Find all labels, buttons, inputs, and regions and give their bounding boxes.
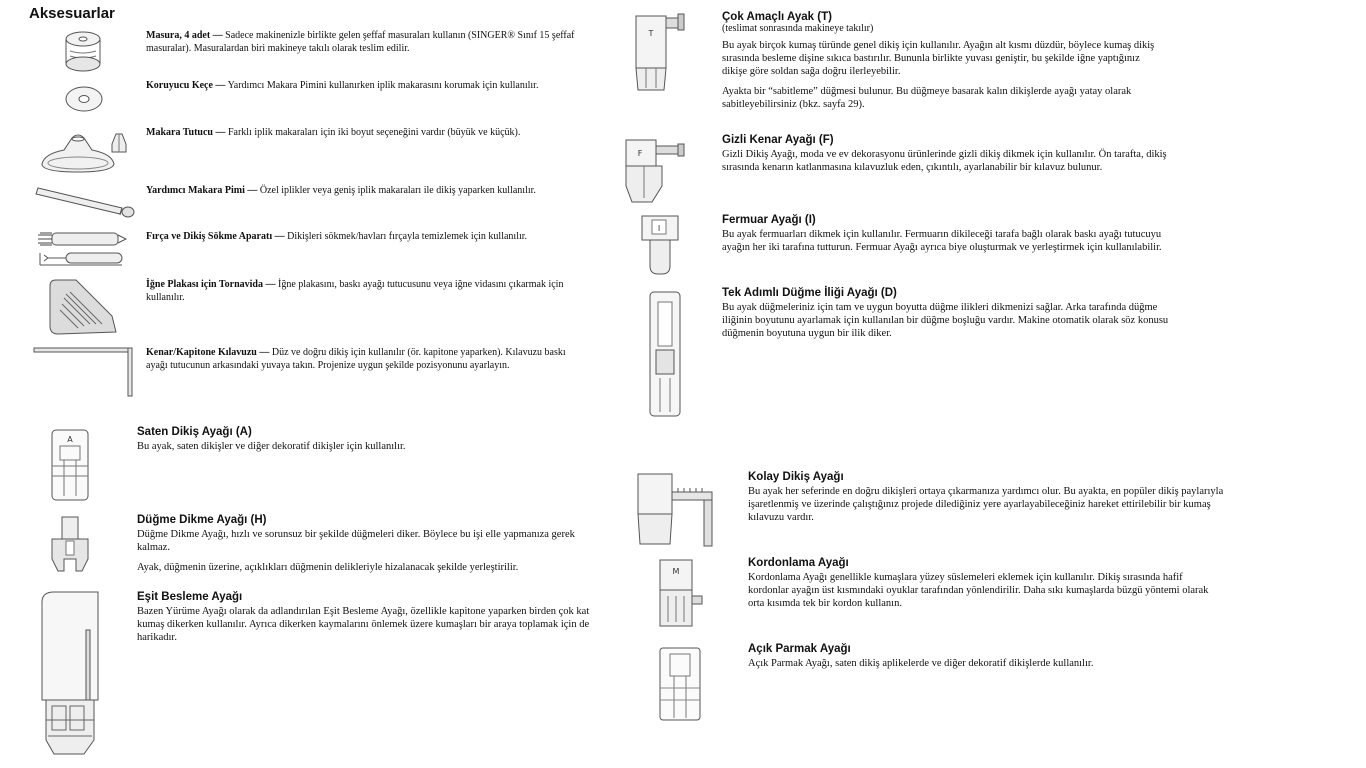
accessory-brush [146, 231, 586, 244]
svg-text:T: T [648, 29, 654, 38]
foot-desc: Ayakta bir “sabitleme” düğmesi bulunur. Bu düğmeye basarak kalın dikişlerde ayağı yatay olarak sabitleyebilirsiniz (bkz. sayfa 29). [722, 86, 1132, 110]
foot-title: Tek Adımlı Düğme İliği Ayağı (D) [722, 287, 897, 299]
accessory-name: Fırça ve Dikiş Sökme Aparatı — [146, 231, 285, 242]
accessory-edge-guide [146, 347, 576, 372]
foot-desc: Bazen Yürüme Ayağı olarak da adlandırılan Eşit Besleme Ayağı, özellikle kapitone yaparken birden çok kat kumaş dikerken kullanılır. Ayrıca dikerken kaymalarını önlemek üzere kumaşları bir araya toplamak için de harikadır. [137, 606, 590, 643]
foot-desc: Bu ayak her seferinde en doğru dikişleri ortaya çıkarmanıza yardımcı olur. Bu ayakta, en popüler dikiş paylarıyla işaretlenmiş ve üzerinde çalıştığınız projede dilediğiniz yere ayarlayabileceğiniz hareket ettirilebilir bir kumaş kılavuzu vardır. [748, 486, 1224, 523]
svg-text:F: F [637, 149, 643, 158]
felt-pad-icon [64, 84, 104, 114]
foot-desc: Ayak, düğmenin üzerine, açıklıkları düğmenin delikleriyle hizalanacak şekilde yerleştirilir. [137, 562, 519, 573]
blind-hem-foot-icon [622, 136, 688, 206]
accessory-name: Yardımcı Makara Pimi — [146, 185, 258, 196]
foot-buttonhole [722, 286, 1172, 340]
foot-button-sewing [137, 513, 607, 574]
spool-cap-icon [38, 130, 130, 175]
screwdriver-icon [46, 276, 122, 338]
foot-desc: Bu ayak düğmeleriniz için tam ve uygun boyutta düğme ilikleri dikmenizi sağlar. Arka tarafında düğme iliğinin boyutunu ayarlamak için kullanılan bir düğme boşluğu vardır. Makine otomatik olarak söz konusu düğmenin boyutuna uygun bir ilik diker. [722, 302, 1169, 339]
svg-text:A: A [67, 435, 73, 444]
button-sewing-foot-icon [46, 515, 94, 577]
foot-desc: Düğme Dikme Ayağı, hızlı ve sorunsuz bir şekilde düğmeleri diker. Böylece bu işi elle yapmanıza gerek kalmaz. [137, 529, 575, 553]
foot-title: Saten Dikiş Ayağı (A) [137, 426, 252, 438]
foot-desc: Açık Parmak Ayağı, saten dikiş aplikelerde ve diğer dekoratif dikişlerde kullanılır. [748, 658, 1094, 669]
foot-easy-sew [748, 470, 1238, 524]
svg-text:I: I [657, 224, 661, 233]
foot-title: Açık Parmak Ayağı [748, 643, 851, 655]
accessory-bobbins [146, 30, 586, 55]
page-title: Aksesuarlar [29, 5, 115, 22]
accessory-spool-cap [146, 127, 586, 140]
accessory-felt-pad [146, 80, 586, 93]
all-purpose-foot-icon [630, 12, 688, 94]
accessory-desc: Özel iplikler veya geniş iplik makaraları ile dikiş yaparken kullanılır. [257, 185, 536, 196]
foot-title: Fermuar Ayağı (I) [722, 214, 816, 226]
spool-pin-icon [36, 182, 136, 222]
foot-desc: Bu ayak birçok kumaş türünde genel dikiş için kullanılır. Ayağın alt kısmı düzdür, böylece kumaş dikiş sırasında besleme dişine sıkıca bastırılır. Bununla birlikte yuvası geniştir, bu şekilde iğne yaptığınız dikişe göre soldan sağa doğru ilerleyebilir. [722, 40, 1155, 77]
accessory-screwdriver [146, 279, 576, 304]
foot-title: Kolay Dikiş Ayağı [748, 471, 844, 483]
foot-subtitle: (teslimat sonrasında makineye takılır) [722, 23, 874, 34]
foot-even-feed [137, 590, 607, 644]
even-feed-foot-icon [38, 590, 102, 758]
accessory-desc: Farklı iplik makaraları için iki boyut seçeneğini vardır (büyük ve küçük). [225, 127, 521, 138]
svg-text:M: M [672, 567, 680, 576]
accessory-name: Makara Tutucu — [146, 127, 226, 138]
brush-seam-ripper-icon [36, 225, 132, 271]
foot-zipper [722, 213, 1167, 254]
accessory-name: Kenar/Kapitone Kılavuzu — [146, 347, 270, 358]
foot-desc: Gizli Dikiş Ayağı, moda ve ev dekorasyonu ürünlerinde gizli dikiş dikmek için kullanılır. Ön tarafta, dikiş sırasında kenarın katlanmasına kılavuzluk eden, çıkıntılı, ayarlanabilir bir kılavuz bulunur. [722, 149, 1167, 173]
cording-foot-icon [656, 556, 706, 632]
foot-title: Gizli Kenar Ayağı (F) [722, 134, 834, 146]
accessory-desc: İğne plakasını, baskı ayağı tutucusunu veya iğne vidasını çıkarmak için kullanılır. [146, 279, 564, 303]
edge-quilting-guide-icon [34, 346, 136, 398]
foot-title: Kordonlama Ayağı [748, 557, 849, 569]
foot-title: Çok Amaçlı Ayak (T) [722, 11, 832, 23]
accessory-desc: Düz ve doğru dikiş için kullanılır (ör. kapitone yaparken). Kılavuzu baskı ayağı tutucunun arkasındaki yuvaya takın. Projenize uygun şekilde pozisyonunu ayarlayın. [146, 347, 566, 371]
foot-all-purpose [722, 10, 1162, 111]
satin-foot-icon [46, 428, 94, 504]
accessory-spool-pin [146, 185, 586, 198]
open-toe-foot-icon [656, 644, 706, 724]
foot-desc: Kordonlama Ayağı genellikle kumaşlara yüzey süslemeleri eklemek için kullanılır. Dikiş sırasında hafif kordonlar ayağın üst kısmındaki oyuklar tarafından yönlendirilir. Daha sıkı kumaşlarda büzgü yöntemi olarak orta kısımda tek bir kordon kullanın. [748, 572, 1209, 609]
accessory-name: Masura, 4 adet — [146, 30, 223, 41]
foot-blind-hem [722, 133, 1167, 174]
foot-title: Eşit Besleme Ayağı [137, 591, 243, 603]
foot-title: Düğme Dikme Ayağı (H) [137, 514, 267, 526]
accessory-desc: Sadece makinenizle birlikte gelen şeffaf masuraları kullanın (SINGER® Sınıf 15 şeffaf masuralar). Masuralardan biri makineye takılı olarak teslim edilir. [146, 30, 575, 54]
foot-satin [137, 425, 597, 453]
easy-sew-foot-icon [632, 470, 722, 550]
accessory-name: İğne Plakası için Tornavida — [146, 279, 276, 290]
foot-desc: Bu ayak fermuarları dikmek için kullanılır. Fermuarın dikileceği tarafa bağlı olarak baskı ayağı tutucuyu ayağın her iki tarafına tutturun. Fermuar Ayağı ayrıca biye oluşturmak ve yerleştirmek için kullanılabilir. [722, 229, 1162, 253]
bobbin-icon [62, 30, 104, 74]
accessory-name: Koruyucu Keçe — [146, 80, 226, 91]
foot-desc: Bu ayak, saten dikişler ve diğer dekoratif dikişler için kullanılır. [137, 441, 406, 452]
buttonhole-foot-icon [644, 288, 686, 424]
accessory-desc: Dikişleri sökmek/havları fırçayla temizlemek için kullanılır. [284, 231, 528, 242]
zipper-foot-icon [638, 212, 684, 278]
foot-cording [748, 556, 1223, 610]
foot-open-toe [748, 642, 1223, 670]
accessory-desc: Yardımcı Makara Pimini kullanırken iplik makarasını korumak için kullanılır. [225, 80, 539, 91]
